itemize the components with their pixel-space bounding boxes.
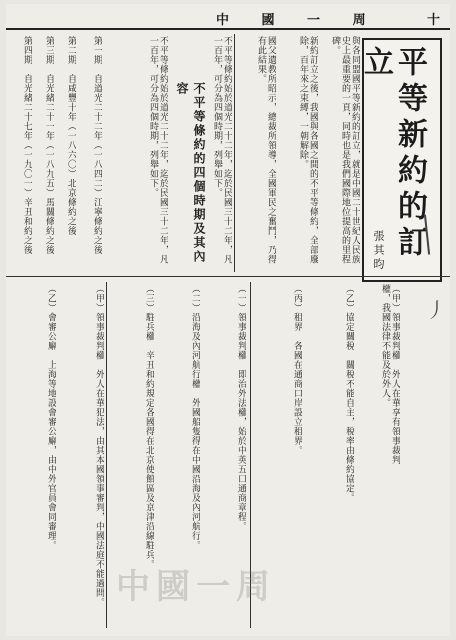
text-column: （甲）領事裁判權 外人在華犯法，由其本國領事審判，中國法庭不能過問。: [94, 284, 104, 607]
text-column: （乙）會審公廨 上海等地設會審公廨，由中外官員會同審理。: [46, 284, 56, 550]
text-column: 第一期 自道光二十二年（一八四二）江寧條約之後: [92, 36, 102, 255]
text-column: （丙）租界 各國在通商口岸設立租界。: [292, 284, 302, 455]
column-rule: [234, 34, 235, 272]
article-author: 張其昀: [372, 230, 385, 272]
masthead: 中 國 一 周: [216, 13, 380, 28]
text-column: 第三期 自光緒二十一年（一八九五）馬關條約之後: [44, 36, 54, 255]
text-column: 新約訂立之後，我國與各國之間的不平等條約，全部廢除，百年來之束縛，一朝解除。: [298, 36, 318, 264]
text-column: 不平等條約始於道光二十二年，迄於民國三十二年，凡一百年，可分為四個時期，列舉如下。: [212, 36, 232, 264]
newspaper-page: [6, 4, 450, 636]
article-title: 平等新約的訂立: [358, 46, 427, 262]
text-column: 第四期 自光緒二十七年（一九〇一）辛丑和約之後: [22, 36, 32, 255]
text-column: 不平等條約始於道光二十二年，迄於民國三十二年，凡一百年，可分為四個時期，列舉如下。: [148, 36, 168, 264]
text-column: 第二期 自咸豐十年（一八六〇）北京條約之後: [66, 36, 76, 236]
page-header: [6, 6, 450, 30]
text-column: （二）沿海及內河航行權 外國船隻得在中國沿海及內河航行。: [190, 284, 200, 550]
text-column: （一）領事裁判權 即治外法權，始於中英五口通商章程。: [236, 284, 246, 531]
handwritten-mark: 丿: [426, 298, 446, 322]
text-column: （乙）協定關稅 關稅不能自主，稅率由條約協定。: [344, 284, 354, 503]
column-rule: [106, 282, 107, 628]
section-heading: 不平等條約的四個時期及其內容: [175, 82, 206, 264]
text-column: （甲）領事裁判權 外人在華享有領事裁判權，我國法律不能及於外人。: [380, 284, 400, 465]
section-divider: [6, 276, 450, 277]
page-number: 十: [426, 13, 440, 28]
text-column: 國父遺教所昭示，總裁所領導，全國軍民之奮鬥，乃得有此結果。: [256, 36, 276, 264]
text-column: （三）駐兵權 辛丑和約規定各國得在北京使館區及京津沿線駐兵。: [144, 284, 154, 569]
watermark: 中國一周: [116, 567, 276, 607]
text-column: 與各同盟國平等新約的訂立，就是中國二十世紀人民族史上最重要的一頁，同時也是我們國際地位提高的里程碑。: [330, 36, 360, 264]
